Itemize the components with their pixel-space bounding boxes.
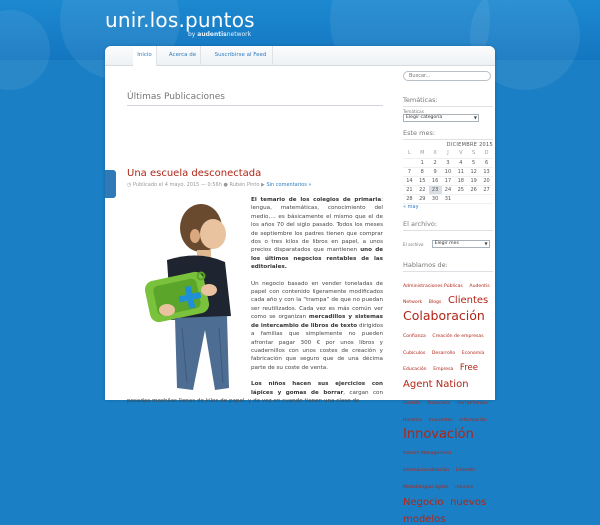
calendar-weekday: S xyxy=(467,149,480,158)
user-icon: ● xyxy=(224,182,228,188)
calendar-day: 2 xyxy=(429,158,442,167)
calendar-day: 31 xyxy=(442,194,455,203)
widget-title-archivo: El archivo: xyxy=(403,220,493,231)
tag-link[interactable]: Administraciones Públicas xyxy=(403,284,463,289)
calendar-weekday: L xyxy=(403,149,416,158)
calendar-day: 18 xyxy=(454,176,467,185)
calendar-day: 25 xyxy=(454,185,467,194)
nav-item-inicio[interactable]: Inicio xyxy=(133,46,157,66)
tag-link[interactable]: Interim Management xyxy=(403,451,451,456)
post-p2-bold: mercadillos y sistemas de intercambio de libros de texto xyxy=(251,314,383,328)
tagline-suffix: network xyxy=(227,31,251,38)
post-p2-text2: dirigidos a familias que simplemente no pueden afrontar pagar 300 € por unos libros y cuadernillos con unos costes de creación y fabricación que seguro que de una décima parte de su coste de venta. xyxy=(251,323,383,371)
site-tagline xyxy=(188,31,251,38)
post-meta xyxy=(127,182,311,188)
section-title: Últimas Publicaciones xyxy=(127,92,383,106)
calendar-day: 28 xyxy=(403,194,416,203)
tag-link[interactable]: Audentis Network xyxy=(403,284,490,306)
calendar-weekday: V xyxy=(454,149,467,158)
tag-link[interactable]: Empresa xyxy=(433,367,453,372)
tag-link[interactable]: Clientes xyxy=(448,295,488,306)
tag-link[interactable]: Free xyxy=(460,363,478,373)
calendar-day: 1 xyxy=(416,158,429,167)
calendar-day: 12 xyxy=(467,167,480,176)
tag-link[interactable]: Agent Nation xyxy=(403,379,469,390)
calendar-day xyxy=(403,158,416,167)
tag-link[interactable]: Creación de empresas xyxy=(432,334,483,339)
post-p3-bold: Los niños hacen sus ejercicios con lápices y gomas de borrar xyxy=(251,381,383,395)
calendar-prev-link[interactable]: « may xyxy=(403,204,493,210)
tag-link[interactable]: nuevos modelos xyxy=(403,497,486,525)
calendar-day: 14 xyxy=(403,176,416,185)
tag-link[interactable]: Economía xyxy=(462,351,485,356)
calendar-day: 30 xyxy=(429,194,442,203)
header-decoration xyxy=(0,10,50,90)
archive-label: El archivo xyxy=(403,242,424,247)
post-date: Publicado el 4 mayo, 2015 — 0:56h xyxy=(133,182,222,188)
main-content xyxy=(127,92,383,106)
calendar-week xyxy=(403,167,493,176)
post-p2-text: Un negocio basado en vender toneladas de papel con contenido ligeramente modificados cada año y con la “trampa” de que no puedan ser reutilizados. Cada vez es más común ver como se organizan xyxy=(251,281,383,321)
widget-title-este-mes: Este mes: xyxy=(403,129,493,140)
calendar-day: 9 xyxy=(429,167,442,176)
tag-link[interactable]: Impuestos xyxy=(429,418,453,423)
tag-link[interactable]: móviles xyxy=(455,485,473,490)
post-author: Rubén Pinto xyxy=(229,182,259,188)
nav-item-acerca[interactable]: Acerca de xyxy=(165,46,201,66)
category-select[interactable] xyxy=(403,114,479,122)
calendar-day: 20 xyxy=(480,176,493,185)
calendar-caption: DICIEMBRE 2015 xyxy=(403,142,493,149)
calendar-week xyxy=(403,158,493,167)
tag-link[interactable]: Desarrollo xyxy=(432,351,455,356)
post-comments-link[interactable]: Sin comentarios » xyxy=(266,182,311,188)
calendar-day: 26 xyxy=(467,185,480,194)
tag-link[interactable]: Confianza xyxy=(403,334,426,339)
tag-link[interactable]: Metodologías ágiles xyxy=(403,485,449,490)
page-container xyxy=(105,46,495,400)
tag-link[interactable]: Gestión xyxy=(403,401,421,406)
calendar-day: 15 xyxy=(416,176,429,185)
tag-link[interactable]: Internacionalización xyxy=(403,468,449,473)
kid-laptop-image xyxy=(127,198,245,394)
calendar xyxy=(403,142,493,204)
calendar-day: 6 xyxy=(480,158,493,167)
calendar-weekday: M xyxy=(416,149,429,158)
calendar-day: 5 xyxy=(467,158,480,167)
calendar-day: 19 xyxy=(467,176,480,185)
site-title[interactable]: unir.los.puntos xyxy=(105,8,255,32)
nav-item-feed[interactable]: Suscribirse al Feed xyxy=(209,46,273,66)
post-paragraph xyxy=(127,196,383,272)
calendar-day: 3 xyxy=(442,158,455,167)
calendar-week xyxy=(403,194,493,203)
tag-link[interactable]: Innovación xyxy=(403,427,474,442)
calendar-day: 8 xyxy=(416,167,429,176)
tag-link[interactable]: Información xyxy=(459,418,486,423)
calendar-day: 24 xyxy=(442,185,455,194)
calendar-day: 23 xyxy=(429,185,442,194)
tag-link[interactable]: Horarios xyxy=(403,418,422,423)
category-label: Temáticas xyxy=(403,109,493,114)
post-p1-bold: El temario de los colegios de primaria xyxy=(251,197,381,203)
calendar-day: 10 xyxy=(442,167,455,176)
calendar-day: 16 xyxy=(429,176,442,185)
sidebar xyxy=(403,96,493,525)
archive-select[interactable] xyxy=(432,240,490,248)
calendar-day: 17 xyxy=(442,176,455,185)
tag-link[interactable]: Colaboración xyxy=(403,308,485,323)
category-select-value: Elegir categoría xyxy=(406,115,442,120)
tagline-prefix: by xyxy=(188,31,197,38)
widget-title-hablamos: Hablamos de: xyxy=(403,261,493,272)
tag-link[interactable]: LinkedIn xyxy=(456,468,475,473)
calendar-day: 27 xyxy=(480,185,493,194)
tag-link[interactable]: Negocio xyxy=(403,497,444,508)
comment-icon: ▶ xyxy=(261,182,265,188)
tag-cloud xyxy=(403,274,493,525)
main-nav xyxy=(105,46,495,66)
calendar-day: 7 xyxy=(403,167,416,176)
calendar-day: 11 xyxy=(454,167,467,176)
tag-link[interactable]: financiera xyxy=(427,401,450,406)
post-body xyxy=(127,196,383,405)
post-p1-text: : lengua, matemáticas, conocimiento del medio,… es básicamente el mismo que el de los años 70 del siglo pasado. Todos los meses de septiembre los padres tienen que comprar dos o tres kilos de libros en papel, a unos precios disparatados que mantienen xyxy=(251,197,383,253)
chevron-down-icon: ▼ xyxy=(474,115,477,121)
tagline-brand: audentis xyxy=(197,31,226,38)
calendar-day: 13 xyxy=(480,167,493,176)
calendar-day xyxy=(467,194,480,203)
tag-link[interactable]: Herramientas xyxy=(457,401,488,406)
calendar-day: 22 xyxy=(416,185,429,194)
post-p1-bold2: uno de los últimos negocios rentables de las editoriales. xyxy=(251,247,383,270)
tag-link[interactable]: Blogs xyxy=(429,300,442,305)
calendar-day: 21 xyxy=(403,185,416,194)
calendar-day xyxy=(480,194,493,203)
tag-link[interactable]: Educación xyxy=(403,367,427,372)
calendar-day: 29 xyxy=(416,194,429,203)
tag-link[interactable]: Cubículos xyxy=(403,351,425,356)
archive-row xyxy=(403,234,493,253)
post-title[interactable]: Una escuela desconectada xyxy=(127,168,261,179)
post-p3-text: , cargan con pesadas mochilas llenas de kilos de papel, y de vez en cuando tienen una clase de xyxy=(127,390,383,404)
search-input[interactable] xyxy=(403,71,491,81)
calendar-weekday: X xyxy=(429,149,442,158)
clock-icon: ◷ xyxy=(127,182,131,188)
calendar-week xyxy=(403,185,493,194)
calendar-weekday: D xyxy=(480,149,493,158)
calendar-week xyxy=(403,176,493,185)
calendar-weekday: J xyxy=(442,149,455,158)
calendar-day xyxy=(454,194,467,203)
chevron-down-icon: ▼ xyxy=(485,241,488,247)
widget-title-tematicas: Temáticas: xyxy=(403,96,493,107)
archive-select-value: Elegir mes xyxy=(435,241,459,246)
post-marker xyxy=(105,170,116,198)
calendar-day: 4 xyxy=(454,158,467,167)
